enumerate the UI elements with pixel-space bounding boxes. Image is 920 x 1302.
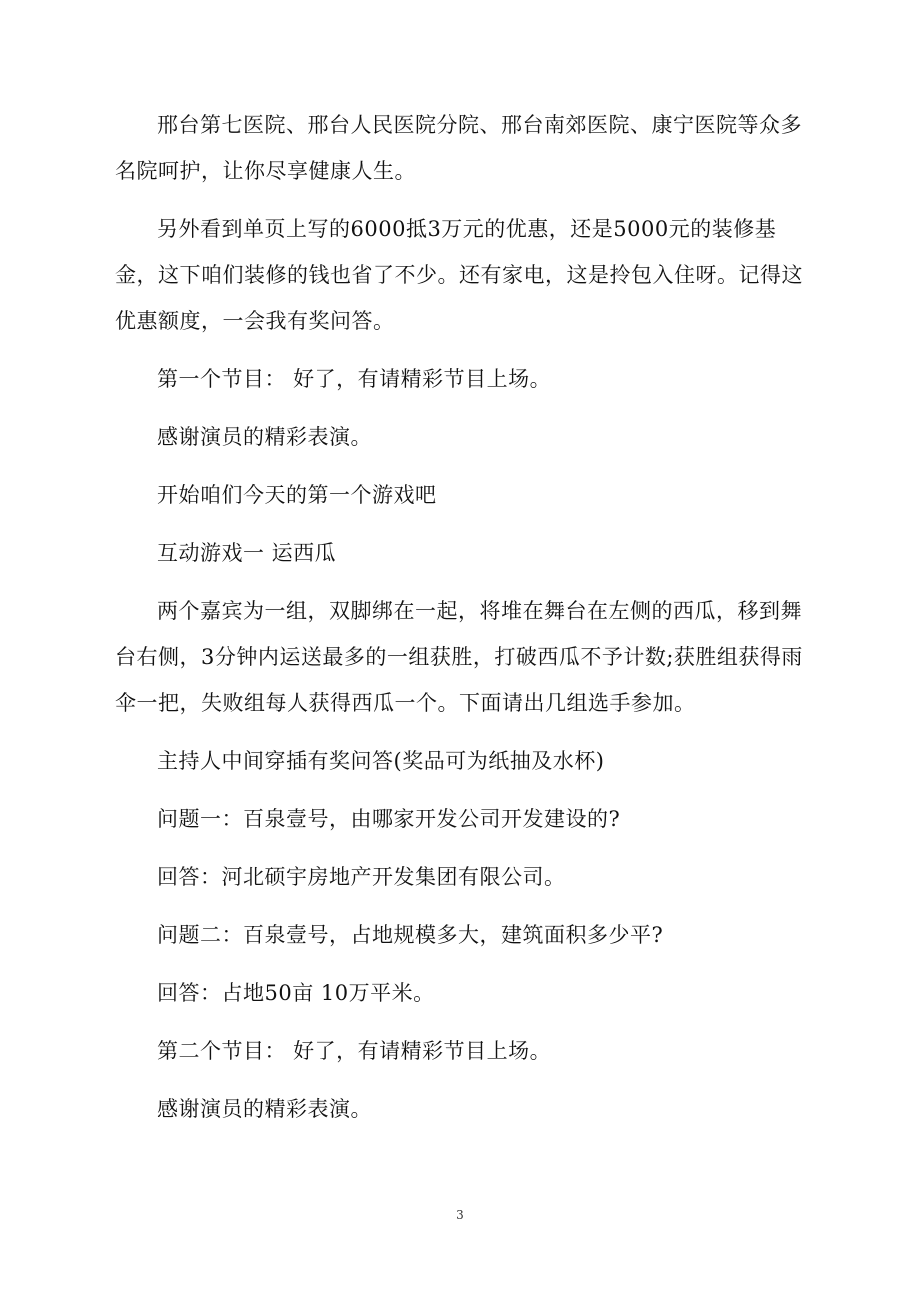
document-body [115, 102, 803, 1144]
paragraph-thanks-1: 感谢演员的精彩表演。 [157, 425, 372, 449]
paragraph-game-rules: 两个嘉宾为一组，双脚绑在一起，将堆在舞台在左侧的西瓜，移到舞台右侧，3分钟内运送最多的一组获胜，打破西瓜不予计数;获胜组获得雨伞一把，失败组每人获得西瓜一个。下面请出几组选手参加。 [115, 599, 803, 715]
paragraph-thanks-2: 感谢演员的精彩表演。 [157, 1097, 372, 1121]
page-number: 3 [456, 1208, 464, 1222]
paragraph-question-2: 问题二：百泉壹号，占地规模多大，建筑面积多少平? [157, 923, 664, 947]
paragraph-quiz-intro: 主持人中间穿插有奖问答(奖品可为纸抽及水杯) [157, 749, 605, 773]
paragraph-hospitals: 邢台第七医院、邢台人民医院分院、邢台南郊医院、康宁医院等众多名院呵护，让你尽享健康人生。 [115, 113, 802, 183]
paragraph-start-game: 开始咱们今天的第一个游戏吧 [157, 483, 437, 507]
paragraph-discount: 另外看到单页上写的6000抵3万元的优惠，还是5000元的装修基金，这下咱们装修的钱也省了不少。还有家电，这是拎包入住呀。记得这优惠额度，一会我有奖问答。 [115, 217, 803, 333]
paragraph-first-program: 第一个节目： 好了，有请精彩节目上场。 [157, 367, 552, 391]
paragraph-question-1: 问题一：百泉壹号，由哪家开发公司开发建设的? [157, 807, 621, 831]
paragraph-game-title: 互动游戏一 运西瓜 [157, 541, 337, 565]
paragraph-second-program: 第二个节目： 好了，有请精彩节目上场。 [157, 1039, 552, 1063]
paragraph-answer-1: 回答：河北硕宇房地产开发集团有限公司。 [157, 865, 566, 889]
paragraph-answer-2: 回答：占地50亩 10万平米。 [157, 981, 435, 1005]
